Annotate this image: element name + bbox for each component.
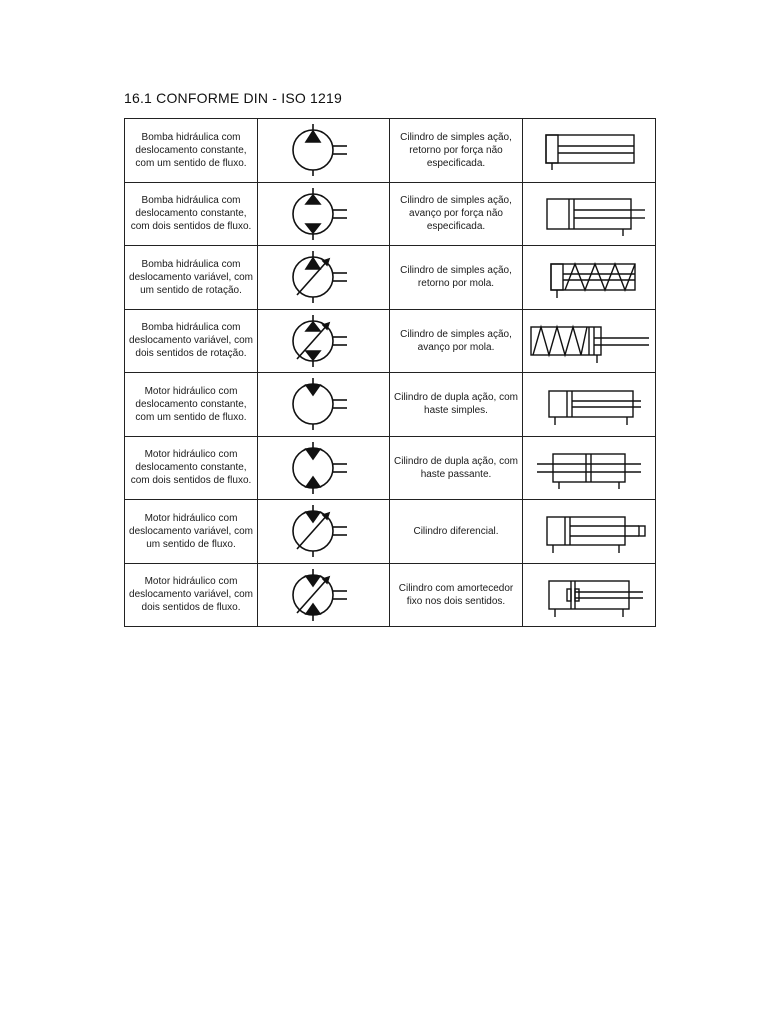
table-row (125, 119, 656, 183)
symbols-table (124, 118, 656, 627)
table-row (125, 182, 656, 246)
description-cell: Cilindro de simples ação, retorno por força não especificada. (390, 119, 523, 183)
table-row (125, 500, 656, 564)
motor-fixed-one-direction-icon (269, 374, 379, 434)
description-cell: Motor hidráulico com deslocamento constante, com dois sentidos de fluxo. (125, 436, 258, 500)
pump-variable-one-direction-icon (269, 247, 379, 307)
single-acting-cylinder-unspecified-return-icon (527, 120, 652, 180)
motor-variable-one-direction-icon (269, 501, 379, 561)
description-cell: Bomba hidráulica com deslocamento variável, com um sentido de rotação. (125, 246, 258, 310)
description-cell: Cilindro com amortecedor fixo nos dois sentidos. (390, 563, 523, 627)
differential-cylinder-icon (527, 501, 652, 561)
pump-variable-two-directions-icon (269, 311, 379, 371)
cylinder-fixed-cushion-both-ends-icon (527, 565, 652, 625)
single-acting-cylinder-spring-return-icon (527, 247, 652, 307)
description-cell: Cilindro diferencial. (390, 500, 523, 564)
description-cell: Cilindro de dupla ação, com haste passante. (390, 436, 523, 500)
description-cell: Bomba hidráulica com deslocamento variável, com dois sentidos de rotação. (125, 309, 258, 373)
table-row (125, 563, 656, 627)
description-cell: Cilindro de simples ação, retorno por mola. (390, 246, 523, 310)
page-title: 16.1 CONFORME DIN - ISO 1219 (124, 90, 342, 106)
pump-fixed-one-direction-icon (269, 120, 379, 180)
description-cell: Bomba hidráulica com deslocamento constante, com dois sentidos de fluxo. (125, 182, 258, 246)
pump-fixed-two-directions-icon (269, 184, 379, 244)
double-acting-cylinder-through-rod-icon (527, 438, 652, 498)
single-acting-cylinder-unspecified-advance-icon (527, 184, 652, 244)
motor-variable-two-directions-icon (269, 565, 379, 625)
description-cell: Cilindro de dupla ação, com haste simples. (390, 373, 523, 437)
description-cell: Motor hidráulico com deslocamento variável, com um sentido de fluxo. (125, 500, 258, 564)
table-row (125, 373, 656, 437)
description-cell: Cilindro de simples ação, avanço por força não especificada. (390, 182, 523, 246)
description-cell: Motor hidráulico com deslocamento constante, com um sentido de fluxo. (125, 373, 258, 437)
double-acting-cylinder-single-rod-icon (527, 374, 652, 434)
single-acting-cylinder-spring-advance-icon (527, 311, 652, 371)
table-row (125, 436, 656, 500)
description-cell: Cilindro de simples ação, avanço por mola. (390, 309, 523, 373)
description-cell: Bomba hidráulica com deslocamento constante, com um sentido de fluxo. (125, 119, 258, 183)
description-cell: Motor hidráulico com deslocamento variável, com dois sentidos de fluxo. (125, 563, 258, 627)
table-row (125, 309, 656, 373)
motor-fixed-two-directions-icon (269, 438, 379, 498)
table-row (125, 246, 656, 310)
